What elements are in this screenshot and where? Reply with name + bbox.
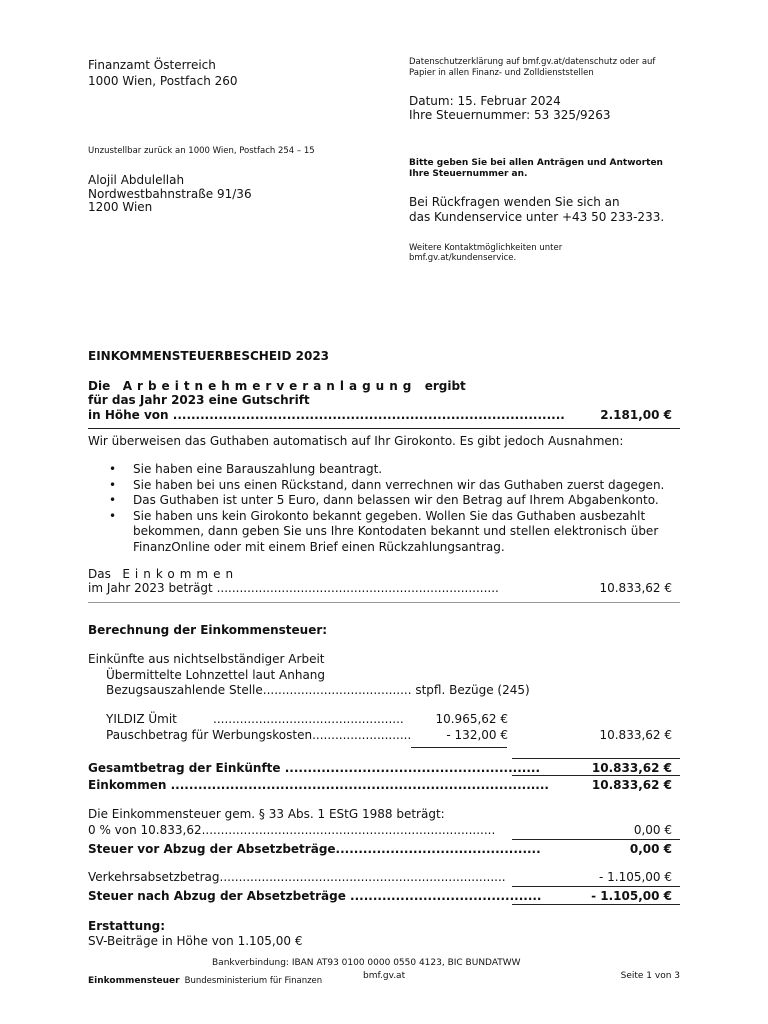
return-address-note: Unzustellbar zurück an 1000 Wien, Postfach 254 – 15 bbox=[88, 146, 315, 156]
sum-line bbox=[512, 758, 680, 759]
exceptions-list bbox=[106, 462, 666, 555]
income-amount: 10.833,62 € bbox=[599, 581, 672, 595]
employer-name: YILDIZ Ümit bbox=[106, 712, 177, 726]
income-line-1: Das Einkommen bbox=[88, 567, 239, 581]
einkommen-label: Einkommen ................................................................................... bbox=[88, 778, 549, 792]
tax-after-label: Steuer nach Abzug der Absetzbeträge .......................................... bbox=[88, 889, 542, 903]
page-number: Seite 1 von 3 bbox=[620, 971, 680, 981]
list-item: • Das Guthaben ist unter 5 Euro, dann belassen wir den Betrag auf Ihrem Abgabenkonto. bbox=[106, 493, 666, 509]
result-line-3: in Höhe von ...................................................................................... bbox=[88, 408, 565, 422]
sender-name: Finanzamt Österreich bbox=[88, 58, 216, 72]
refund-text: SV-Beiträge in Höhe von 1.105,00 € bbox=[88, 934, 303, 948]
privacy-line-2: Papier in allen Finanz- und Zolldienststellen bbox=[409, 68, 594, 78]
recipient-city: 1200 Wien bbox=[88, 200, 153, 214]
recipient-name: Alojil Abdulellah bbox=[88, 173, 185, 187]
service-line-2: das Kundenservice unter +43 50 233-233. bbox=[409, 210, 665, 224]
flat-rate-label: Pauschbetrag für Werbungskosten.......................... bbox=[106, 728, 412, 742]
flat-rate-amount: - 132,00 € bbox=[446, 728, 508, 742]
bank-details: Bankverbindung: IBAN AT93 0100 0000 0550 4123, BIC BUNDATWW bbox=[212, 958, 521, 968]
footer-doc-label: Einkommensteuer Bundesministerium für Finanzen bbox=[88, 976, 323, 986]
service-line-1: Bei Rückfragen wenden Sie sich an bbox=[409, 195, 620, 209]
recipient-street: Nordwestbahnstraße 91/36 bbox=[88, 187, 252, 201]
calc-source: Einkünfte aus nichtselbständiger Arbeit bbox=[88, 652, 325, 666]
divider bbox=[88, 602, 680, 603]
income-line-2: im Jahr 2023 beträgt .......................................................................... bbox=[88, 581, 499, 595]
sum-line bbox=[512, 775, 680, 776]
tax-number: Ihre Steuernummer: 53 325/9263 bbox=[409, 108, 611, 122]
refund-heading: Erstattung: bbox=[88, 919, 166, 933]
divider bbox=[88, 428, 680, 429]
contact-line-2: bmf.gv.at/kundenservice. bbox=[409, 253, 517, 263]
footer-website: bmf.gv.at bbox=[363, 971, 406, 981]
total-income-label: Gesamtbetrag der Einkünfte ........................................................ bbox=[88, 761, 541, 775]
sum-line bbox=[411, 747, 507, 748]
tax-before-amount: 0,00 € bbox=[629, 842, 672, 856]
notice-line-2: Ihre Steuernummer an. bbox=[409, 169, 528, 179]
calc-heading: Berechnung der Einkommensteuer: bbox=[88, 623, 328, 637]
flat-rate-total: 10.833,62 € bbox=[599, 728, 672, 742]
tax-after-amount: - 1.105,00 € bbox=[591, 889, 672, 903]
list-item: • Sie haben uns kein Girokonto bekannt gegeben. Wollen Sie das Guthaben ausbezahlt bekommen, dann geben Sie uns Ihre Kontodaten bekannt und stellen elektronisch über FinanzOnline oder mit einem Brief einen Rückzahlungsantrag. bbox=[106, 509, 666, 556]
sum-line bbox=[512, 886, 680, 887]
sum-line bbox=[512, 904, 680, 905]
refund-amount: 2.181,00 € bbox=[600, 408, 672, 422]
contact-line-1: Weitere Kontaktmöglichkeiten unter bbox=[409, 243, 563, 253]
employer-amount: 10.965,62 € bbox=[435, 712, 508, 726]
tax-rate-amount: 0,00 € bbox=[633, 823, 672, 837]
sender-address: 1000 Wien, Postfach 260 bbox=[88, 74, 238, 88]
notice-line-1: Bitte geben Sie bei allen Anträgen und Antworten bbox=[409, 158, 663, 168]
transfer-text: Wir überweisen das Guthaben automatisch auf Ihr Girokonto. Es gibt jedoch Ausnahmen: bbox=[88, 434, 624, 448]
employer-dots: .................................................. bbox=[213, 712, 404, 726]
tax-intro: Die Einkommensteuer gem. § 33 Abs. 1 EStG 1988 beträgt: bbox=[88, 807, 445, 821]
sum-line bbox=[512, 839, 680, 840]
result-line-1: Die Arbeitnehmerveranlagung ergibt bbox=[88, 379, 466, 393]
calc-sub-1: Übermittelte Lohnzettel laut Anhang bbox=[106, 668, 326, 682]
calc-sub-2: Bezugsauszahlende Stelle....................................... stpfl. Bezüge (245) bbox=[106, 683, 530, 697]
privacy-line-1: Datenschutzerklärung auf bmf.gv.at/datenschutz oder auf bbox=[409, 57, 656, 67]
traffic-deduction-label: Verkehrsabsetzbetrag........................................................................... bbox=[88, 870, 506, 884]
list-item: • Sie haben bei uns einen Rückstand, dann verrechnen wir das Guthaben zuerst dagegen. bbox=[106, 478, 666, 494]
einkommen-amount: 10.833,62 € bbox=[591, 778, 672, 792]
tax-rate-label: 0 % von 10.833,62............................................................................. bbox=[88, 823, 496, 837]
list-item: • Sie haben eine Barauszahlung beantragt. bbox=[106, 462, 666, 478]
tax-before-label: Steuer vor Abzug der Absetzbeträge............................................. bbox=[88, 842, 541, 856]
traffic-deduction-amount: - 1.105,00 € bbox=[598, 870, 672, 884]
document-title: EINKOMMENSTEUERBESCHEID 2023 bbox=[88, 349, 330, 363]
result-line-2: für das Jahr 2023 eine Gutschrift bbox=[88, 393, 310, 407]
document-date: Datum: 15. Februar 2024 bbox=[409, 94, 561, 108]
total-income-amount: 10.833,62 € bbox=[591, 761, 672, 775]
